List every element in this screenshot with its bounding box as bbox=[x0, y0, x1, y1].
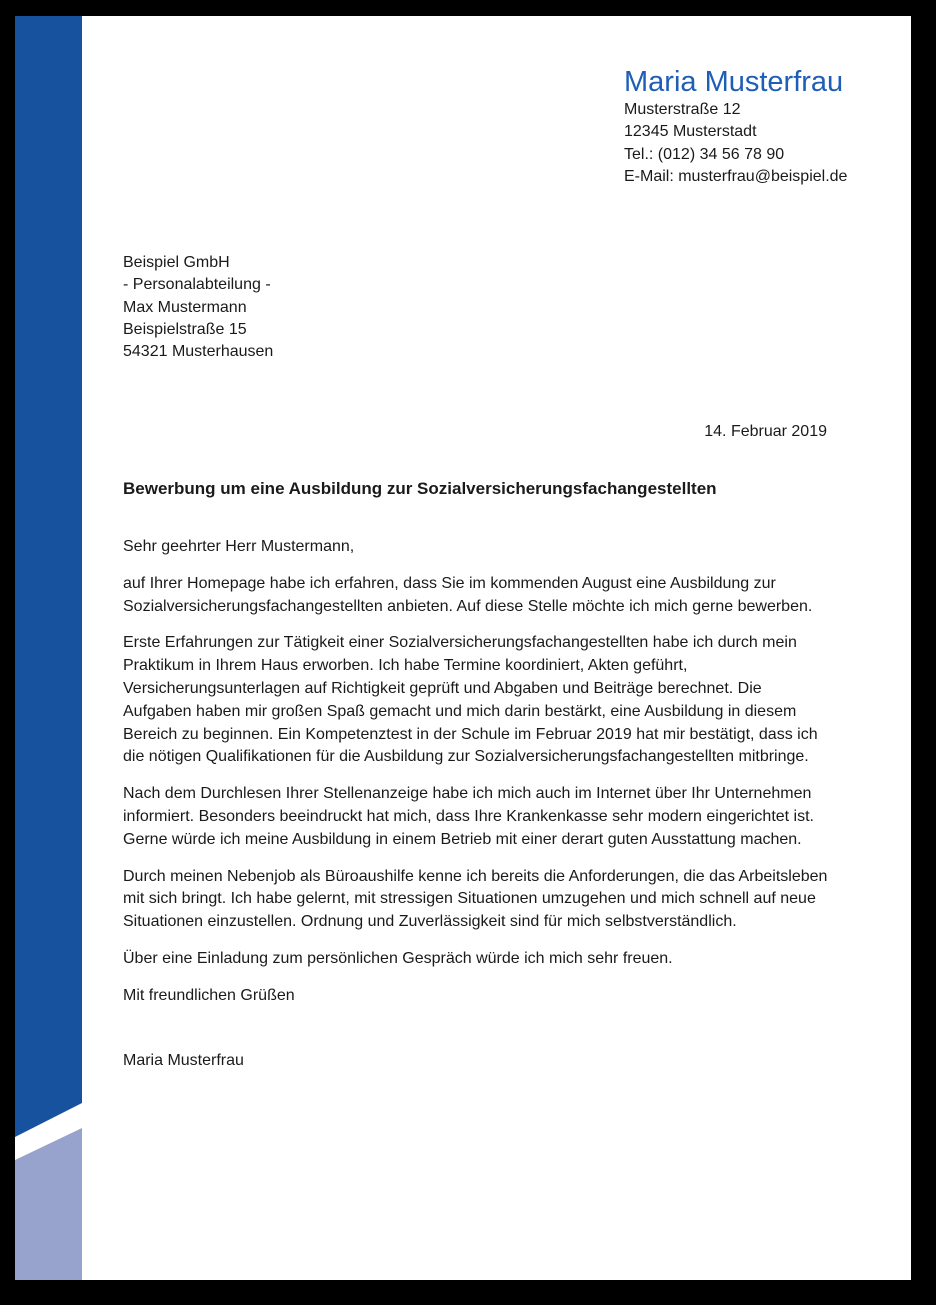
sender-phone: Tel.: (012) 34 56 78 90 bbox=[624, 145, 785, 163]
body-paragraph: Über eine Einladung zum persönlichen Gespräch würde ich mich sehr freuen. bbox=[123, 949, 673, 967]
salutation: Sehr geehrter Herr Mustermann, bbox=[123, 538, 355, 555]
sender-block bbox=[624, 65, 894, 188]
signature-name: Maria Musterfrau bbox=[123, 1051, 244, 1069]
left-accent-stripe-dark bbox=[15, 16, 82, 1280]
recipient-company: Beispiel GmbH bbox=[123, 254, 230, 271]
sender-street: Musterstraße 12 bbox=[624, 101, 741, 118]
subject-line: Bewerbung um eine Ausbildung zur Sozialversicherungsfachangestellten bbox=[123, 479, 717, 498]
sender-email: E-Mail: musterfrau@beispiel.de bbox=[624, 167, 848, 185]
closing-formula: Mit freundlichen Grüßen bbox=[123, 986, 295, 1004]
recipient-block bbox=[123, 252, 273, 363]
body-paragraph: Nach dem Durchlesen Ihrer Stellenanzeige habe ich mich auch im Internet über Ihr Unternehmen informiert. Besonders beeindruckt hat mich, dass Ihre Krankenkasse sehr modern eingerichtet ist. Gerne würde ich meine Ausbildung in einem Betrieb mit einer derart guten Ausstattung machen. bbox=[123, 785, 814, 848]
body-paragraph: Erste Erfahrungen zur Tätigkeit einer Sozialversicherungsfachangestellten habe ich durch mein Praktikum in Ihrem Haus erworben. Ich habe Termine koordiniert, Akten geführt, Versicherungsunterlagen auf Richtigkeit geprüft und Abgaben und Beiträge berechnet. Die Aufgaben haben mir großen Spaß gemacht und mich darin bestärkt, eine Ausbildung in diesem Bereich zu beginnen. Ein Kompetenztest in der Schule im Februar 2019 hat mir bestätigt, dass ich die nötigen Qualifikationen für die Ausbildung zur Sozialversicherungsfachangestellten mitbringe. bbox=[123, 634, 818, 766]
letter-body bbox=[123, 536, 830, 1086]
recipient-department: - Personalabteilung - bbox=[123, 276, 271, 294]
sender-city: 12345 Musterstadt bbox=[624, 123, 757, 141]
letter-page bbox=[15, 16, 911, 1280]
recipient-street: Beispielstraße 15 bbox=[123, 320, 247, 338]
letter-date: 14. Februar 2019 bbox=[704, 423, 827, 440]
recipient-contact-person: Max Mustermann bbox=[123, 298, 247, 316]
body-paragraph: auf Ihrer Homepage habe ich erfahren, dass Sie im kommenden August eine Ausbildung zur Sozialversicherungsfachangestellten anbieten. Auf diese Stelle möchte ich mich gerne bewerben. bbox=[123, 574, 813, 615]
body-paragraph: Durch meinen Nebenjob als Büroaushilfe kenne ich bereits die Anforderungen, die das Arbeitsleben mit sich bringt. Ich habe gelernt, mit stressigen Situationen umzugehen und mich schnell auf neue Situationen einzustellen. Ordnung und Zuverlässigkeit sind für mich selbstverständlich. bbox=[123, 867, 828, 931]
recipient-city: 54321 Musterhausen bbox=[123, 343, 274, 361]
sender-name: Maria Musterfrau bbox=[624, 66, 844, 98]
